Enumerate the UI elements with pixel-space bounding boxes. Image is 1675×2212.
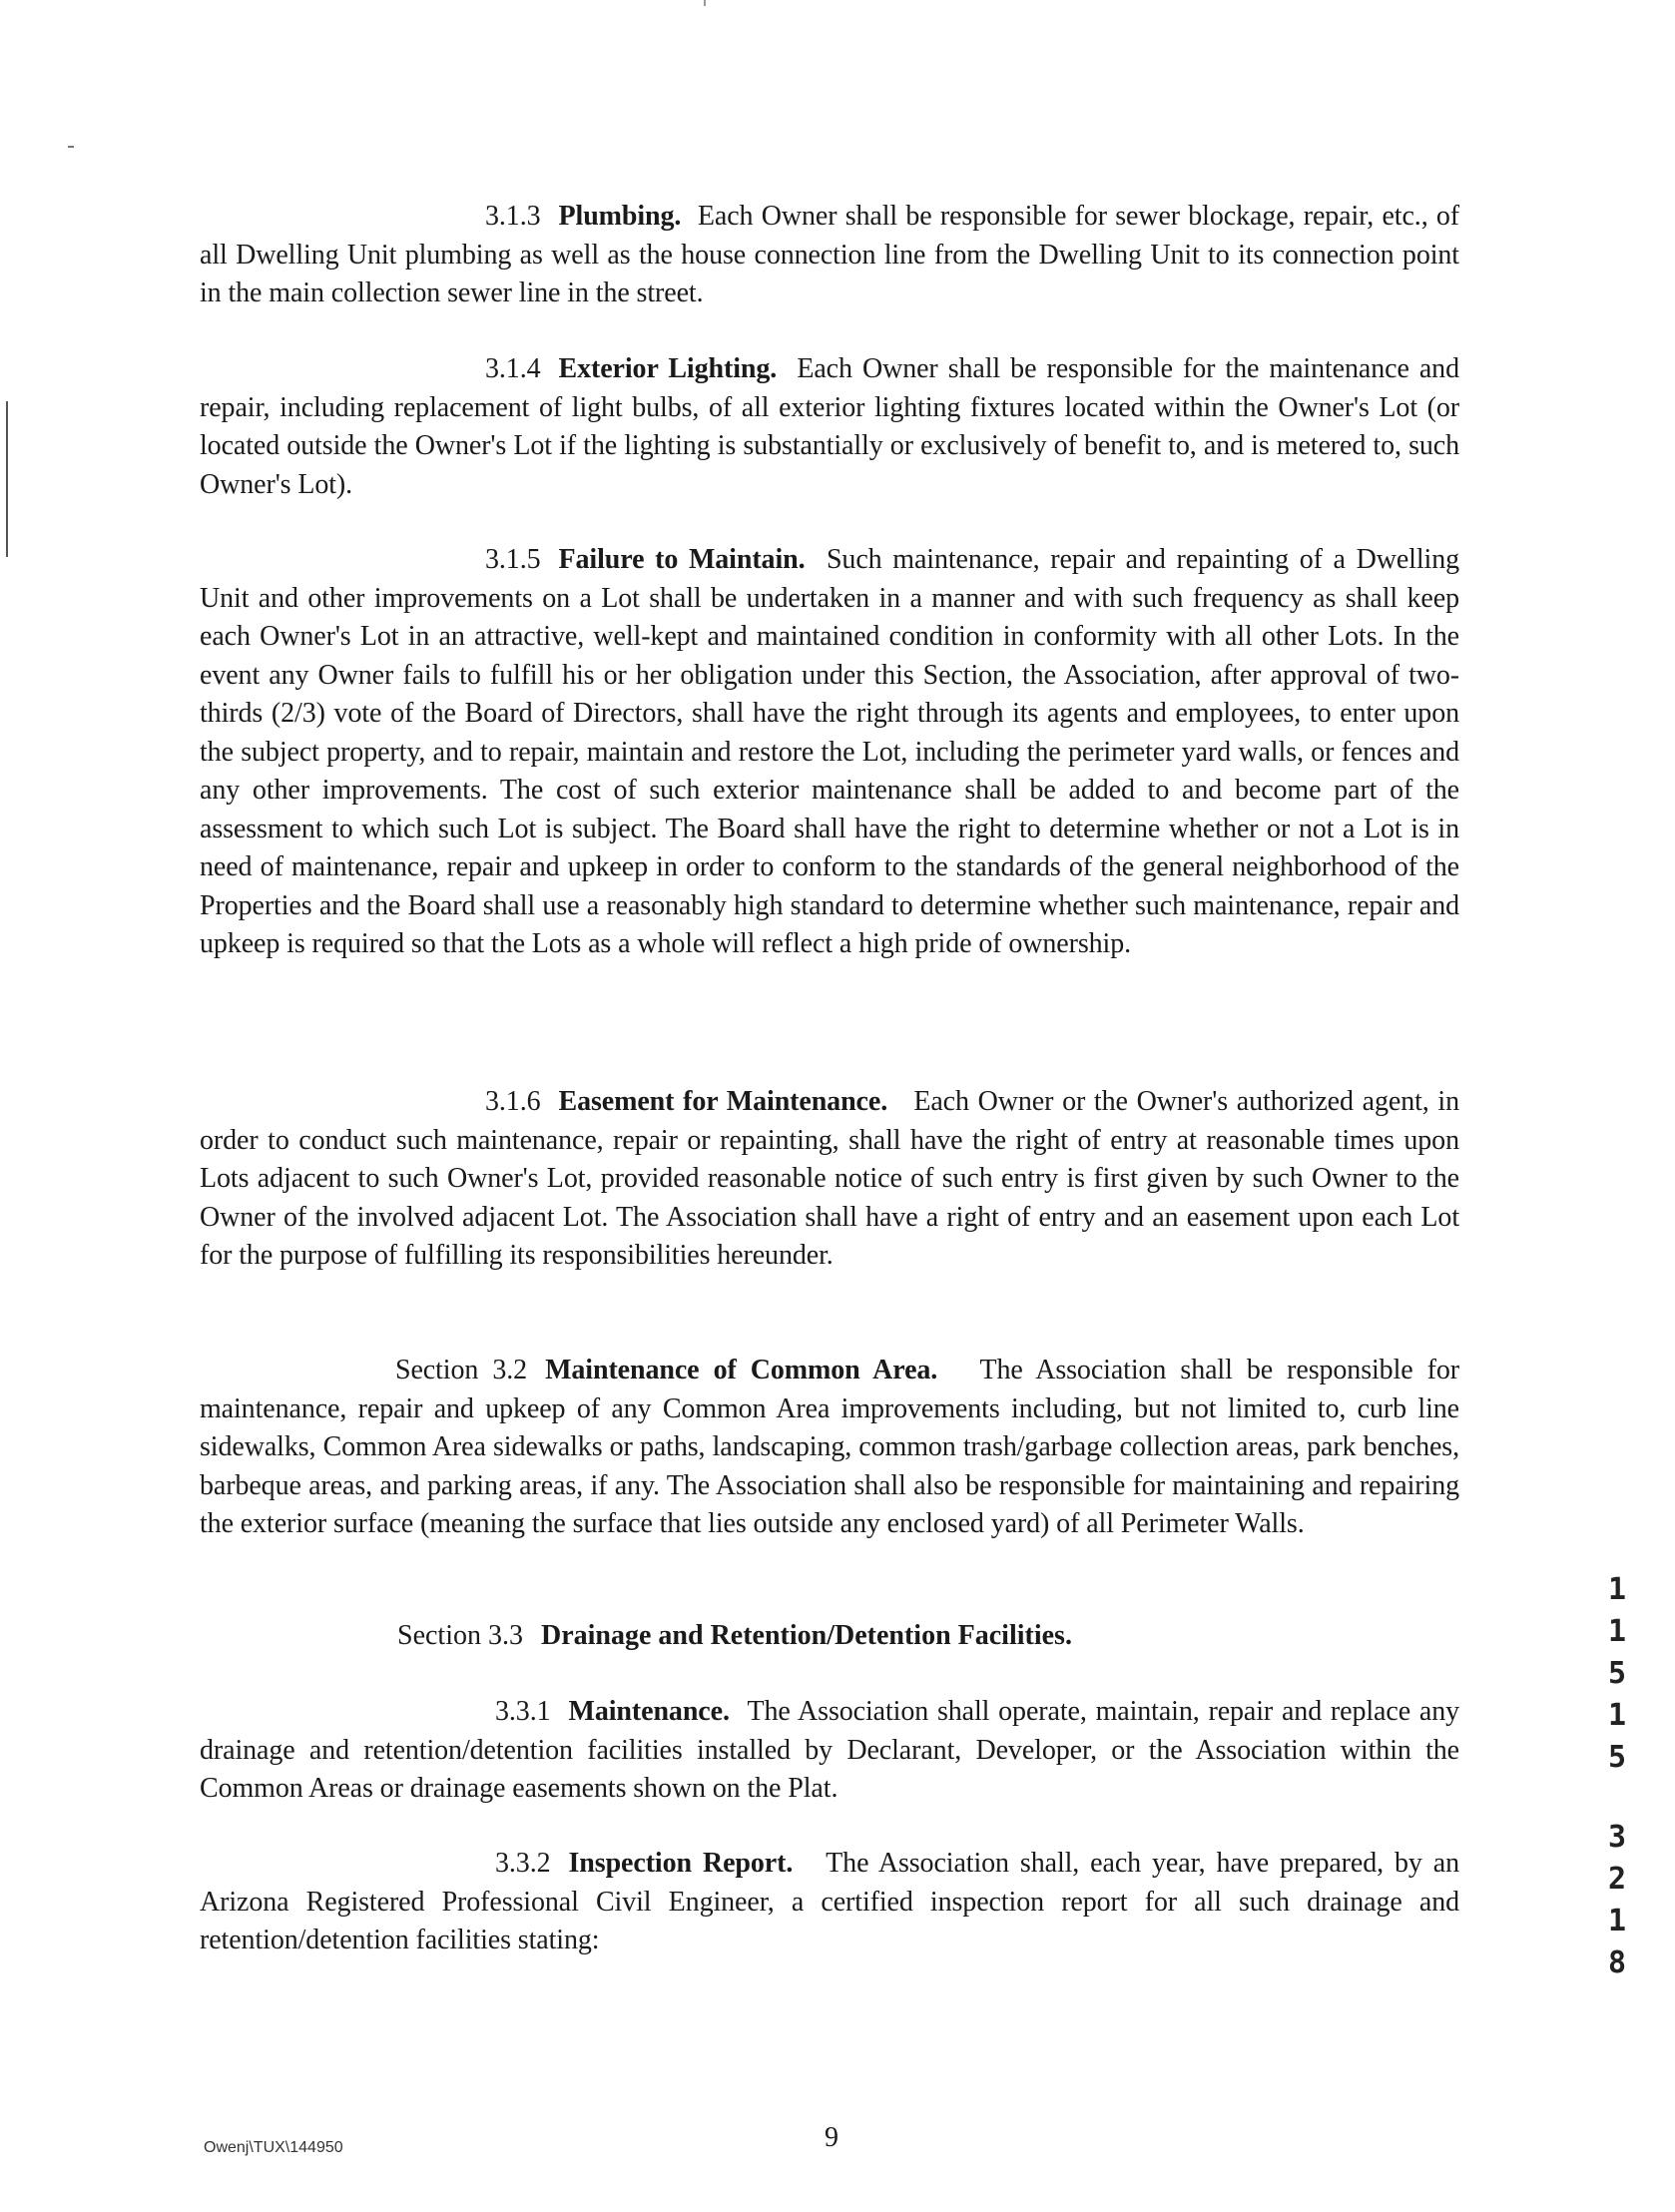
margin-line (6, 401, 8, 557)
section-3-1-5 (200, 541, 1459, 964)
section-number: 3.1.4 (485, 353, 541, 384)
scan-mark (68, 146, 74, 148)
section-3-2 (200, 1352, 1459, 1544)
section-number: Section 3.3 (397, 1620, 523, 1651)
section-heading: Maintenance of Common Area. (545, 1355, 938, 1385)
section-text: Such maintenance, repair and repainting of a Dwelling Unit and other improvements on a Lot shall be undertaken in a manner and with such frequency as shall keep each Owner's Lot in an attractive, well-kept and maintained condition in conformity with all other Lots. In the event any Owner fails to fulfill his or her obligation under this Section, the Association, after approval of two-thirds (2/3) vote of the Board of Directors, shall have the right through its agents and employees, to enter upon the subject property, and to repair, maintain and restore the Lot, including the perimeter yard walls, or fences and any other improvements. The cost of such exterior maintenance shall be added to and become part of the assessment to which such Lot is subject. The Board shall have the right to determine whether or not a Lot is in need of maintenance, repair and upkeep in order to conform to the standards of the general neighborhood of the Properties and the Board shall use a reasonably high standard to determine whether such maintenance, repair and upkeep is required so that the Lots as a whole will reflect a high pride of ownership. (200, 544, 1459, 959)
section-3-3 (397, 1617, 1072, 1655)
stamp-digit: 1 (1607, 1904, 1627, 1938)
section-number: 3.3.1 (495, 1696, 551, 1727)
section-heading: Failure to Maintain. (558, 544, 806, 575)
section-number: 3.1.6 (485, 1086, 541, 1117)
section-text: The Association shall operate, maintain, repair and replace any drainage and retention/detention facilities installed by Declarant, Developer, or the Association within the Common Areas or drainage easements shown on the Plat. (200, 1696, 1459, 1804)
section-text: The Association shall be responsible for maintenance, repair and upkeep of any Common Area improvements including, but not limited to, curb line sidewalks, Common Area sidewalks or paths, landscaping, common trash/garbage collection areas, park benches, barbeque areas, and parking areas, if any. The Association shall also be responsible for maintaining and repairing the exterior surface (meaning the surface that lies outside any enclosed yard) of all Perimeter Walls. (200, 1355, 1460, 1539)
stamp-digit: 1 (1607, 1572, 1627, 1607)
section-text: Each Owner shall be responsible for the maintenance and repair, including replacement of light bulbs, of all exterior lighting fixtures located within the Owner's Lot (or located outside the Owner's Lot if the lighting is substantially or exclusively of benefit to, and is metered to, such Owner's Lot). (200, 353, 1459, 500)
stamp-digit: 5 (1607, 1656, 1627, 1691)
section-3-1-6 (200, 1083, 1459, 1276)
section-text: Each Owner shall be responsible for sewer blockage, repair, etc., of all Dwelling Unit plumbing as well as the house connection line from the Dwelling Unit to its connection point in the main collection sewer line in the street. (200, 201, 1459, 308)
section-3-3-1 (200, 1693, 1459, 1809)
stamp-digit: 2 (1607, 1862, 1627, 1897)
section-text: Each Owner or the Owner's authorized agent, in order to conduct such maintenance, repair or repainting, shall have the right of entry at reasonable times upon Lots adjacent to such Owner's Lot, provided reasonable notice of such entry is first given by such Owner to the Owner of the involved adjacent Lot. The Association shall have a right of entry and an easement upon each Lot for the purpose of fulfilling its responsibilities hereunder. (200, 1086, 1459, 1271)
section-heading: Exterior Lighting. (558, 353, 778, 384)
section-number: 3.3.2 (495, 1848, 551, 1879)
section-heading: Plumbing. (558, 201, 682, 232)
document-reference: Owenj\TUX\144950 (204, 2139, 343, 2156)
section-number: Section 3.2 (395, 1355, 528, 1385)
section-number: 3.1.3 (485, 201, 541, 232)
section-heading: Inspection Report. (568, 1848, 794, 1879)
page-number: 9 (825, 2122, 838, 2153)
stamp-digit: 1 (1607, 1698, 1627, 1733)
scan-mark (704, 0, 706, 6)
stamp-digit: 1 (1607, 1614, 1627, 1649)
recording-stamp (1597, 1569, 1637, 1984)
section-3-1-3 (200, 198, 1459, 313)
section-heading: Drainage and Retention/Detention Facilities. (541, 1620, 1072, 1651)
stamp-digit: 3 (1607, 1820, 1627, 1855)
section-3-1-4 (200, 350, 1459, 504)
section-text: The Association shall, each year, have prepared, by an Arizona Registered Professional Civil Engineer, a certified inspection report for all such drainage and retention/detention facilities stating: (200, 1848, 1459, 1955)
section-heading: Easement for Maintenance. (558, 1086, 888, 1117)
section-heading: Maintenance. (568, 1696, 730, 1727)
stamp-digit: 8 (1607, 1945, 1627, 1980)
section-3-3-2 (200, 1845, 1459, 1960)
section-number: 3.1.5 (485, 544, 541, 575)
stamp-digit: 5 (1607, 1740, 1627, 1775)
